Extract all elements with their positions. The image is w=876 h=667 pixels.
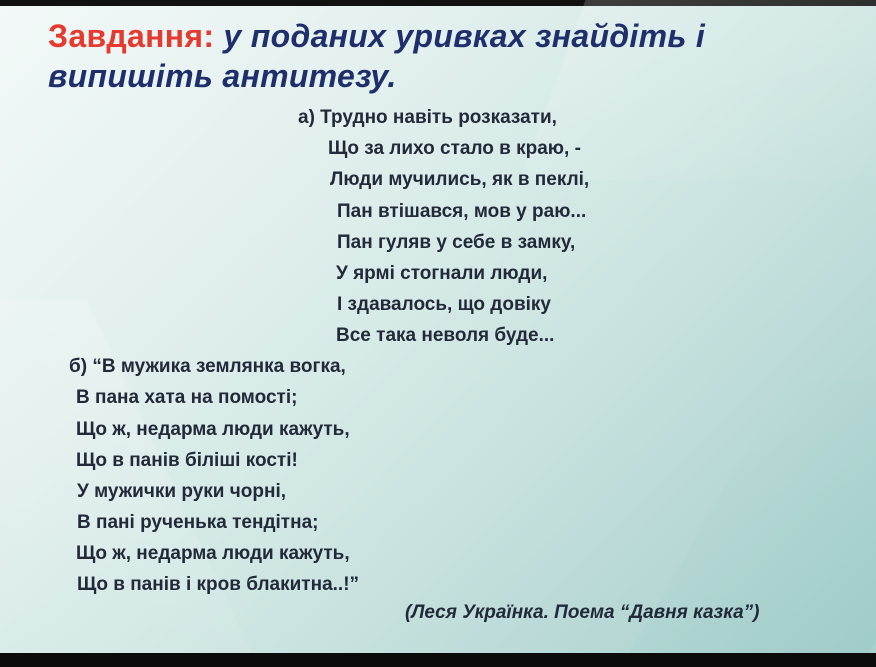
poem-line: В пана хата на помості; <box>76 387 298 408</box>
poem-line: а) Трудно навіть розказати, <box>298 107 557 128</box>
poem-line: Що за лихо стало в краю, - <box>328 138 581 159</box>
poem-line: Все така неволя буде... <box>336 325 555 346</box>
poem-line: Пан гуляв у себе в замку, <box>337 232 576 253</box>
title-task: у поданих уривках знайдіть і випишіть антитезу. <box>48 18 706 94</box>
poem-line: Що ж, недарма люди кажуть, <box>76 419 350 440</box>
poem-line: Що ж, недарма люди кажуть, <box>76 543 350 564</box>
source-citation: (Леся Українка. Поема “Давня казка”) <box>405 602 760 623</box>
poem-line: В пані рученька тендітна; <box>77 512 319 533</box>
bottom-border <box>0 653 876 667</box>
poem-line: У ярмі стогнали люди, <box>336 263 548 284</box>
poem-line: б) “В мужика землянка вогка, <box>69 356 346 377</box>
poem-line: Люди мучились, як в пеклі, <box>330 169 590 190</box>
slide-title <box>48 16 848 96</box>
poem-line: Що в панів біліші кості! <box>76 450 298 471</box>
poem-line: У мужички руки чорні, <box>77 481 287 502</box>
poem-line: І здавалось, що довіку <box>337 294 551 315</box>
poem-line: Пан втішався, мов у раю... <box>337 201 587 222</box>
poem-line: Що в панів і кров блакитна..!” <box>77 574 360 595</box>
title-label: Завдання: <box>48 18 215 54</box>
